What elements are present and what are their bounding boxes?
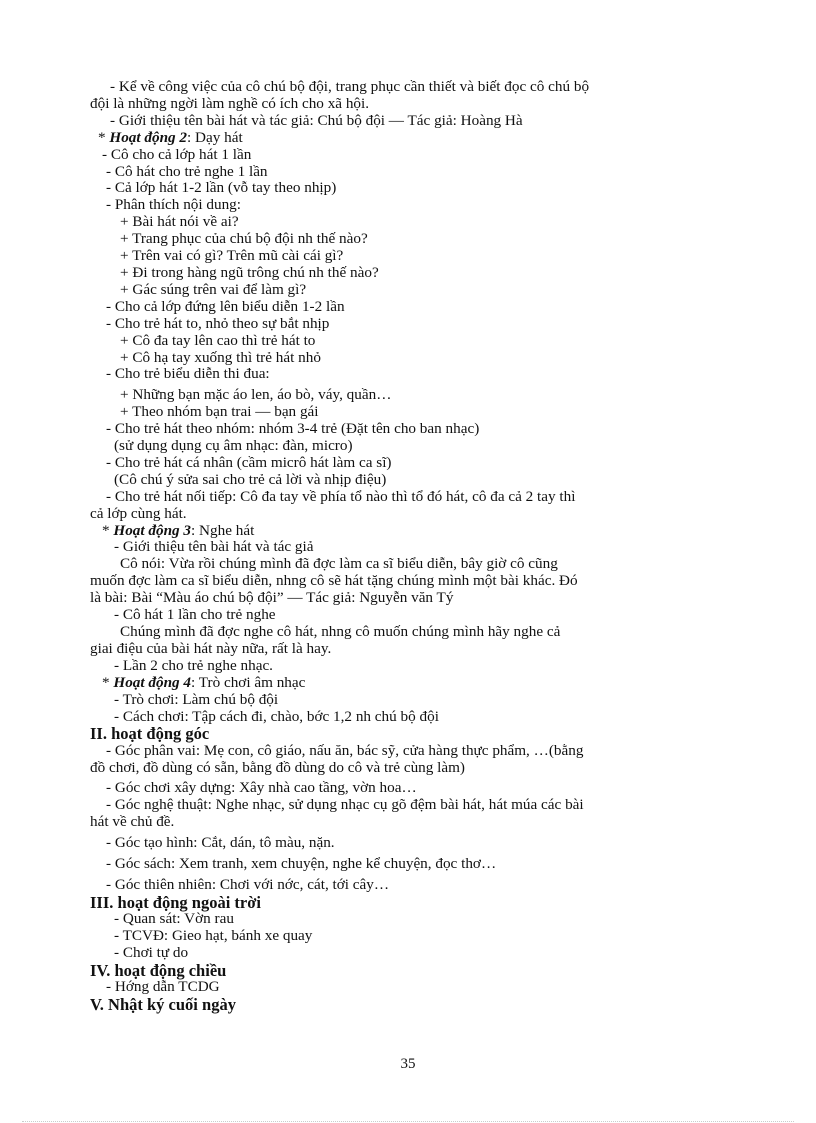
text-line: muốn đợc làm ca sĩ biểu diễn, nhng cô sẽ hát tặng chúng mình một bài khác. Đó bbox=[90, 572, 578, 590]
text-line: - Giới thiệu tên bài hát và tác giả bbox=[114, 538, 314, 556]
text-line: - Phân thích nội dung: bbox=[106, 196, 241, 214]
text-line: giai điệu của bài hát này nữa, rất là hay. bbox=[90, 639, 332, 657]
activity-title: Hoạt động 2 bbox=[109, 128, 188, 146]
footer-divider bbox=[22, 1121, 794, 1122]
text-line: - Kể về công việc của cô chú bộ đội, trang phục cần thiết và biết đọc cô chú bộ bbox=[110, 78, 590, 95]
activity-subtitle: : Dạy hát bbox=[187, 128, 243, 146]
activity-title: Hoạt động 3 bbox=[113, 521, 192, 539]
text-line: - Quan sát: Vờn rau bbox=[114, 910, 234, 928]
text-line: + Gác súng trên vai để làm gì? bbox=[120, 280, 307, 298]
text-line: - Hớng dẫn TCDG bbox=[106, 978, 220, 996]
text-line: là bài: Bài “Màu áo chú bộ đội” — Tác giả: Nguyễn văn Tý bbox=[90, 589, 454, 607]
bullet-star: * bbox=[102, 521, 110, 539]
section-heading: V. Nhật ký cuối ngày bbox=[90, 994, 236, 1014]
activity-title: Hoạt động 4 bbox=[113, 673, 192, 691]
text-line: - Cô hát cho trẻ nghe 1 lần bbox=[106, 162, 268, 180]
text-line: - Lần 2 cho trẻ nghe nhạc. bbox=[114, 656, 273, 674]
text-line: đội là những ngời làm nghề có ích cho xã hội. bbox=[90, 94, 370, 112]
bullet-star: * bbox=[102, 673, 110, 691]
text-line: - Cho trẻ biểu diễn thi đua: bbox=[106, 365, 270, 383]
text-line: - Giới thiệu tên bài hát và tác giả: Chú bộ đội — Tác giả: Hoàng Hà bbox=[110, 111, 523, 129]
text-line: (Cô chú ý sửa sai cho trẻ cả lời và nhịp điệu) bbox=[114, 470, 387, 488]
section-heading: IV. hoạt động chiều bbox=[90, 960, 227, 980]
text-line: (sử dụng dụng cụ âm nhạc: đàn, micro) bbox=[114, 437, 353, 455]
text-line: cả lớp cùng hát. bbox=[90, 504, 187, 522]
text-line: + Những bạn mặc áo len, áo bò, váy, quần… bbox=[120, 386, 392, 404]
text-line: - Cả lớp hát 1-2 lần (vỗ tay theo nhịp) bbox=[106, 179, 337, 197]
text-line: - Chơi tự do bbox=[114, 943, 189, 961]
text-line: - Cho trẻ hát to, nhỏ theo sự bắt nhịp bbox=[106, 314, 330, 332]
activity-subtitle: : Trò chơi âm nhạc bbox=[191, 673, 306, 691]
text-line: - Cho cả lớp đứng lên biểu diễn 1-2 lần bbox=[106, 297, 345, 315]
section-heading: III. hoạt động ngoài trời bbox=[90, 892, 261, 912]
activity-heading bbox=[90, 130, 730, 147]
text-line: - Cách chơi: Tập cách đi, chào, bớc 1,2 nh chú bộ đội bbox=[114, 707, 439, 725]
activity-heading bbox=[90, 523, 730, 540]
text-line: đồ chơi, đồ dùng có sẵn, bằng đồ dùng do cô và trẻ cùng làm) bbox=[90, 758, 465, 776]
text-line: - TCVĐ: Gieo hạt, bánh xe quay bbox=[114, 927, 313, 944]
text-line: + Trên vai có gì? Trên mũ cài cái gì? bbox=[120, 247, 344, 265]
bullet-star: * bbox=[98, 128, 106, 146]
text-line: - Cho trẻ hát cá nhân (cầm micrô hát làm ca sĩ) bbox=[106, 453, 392, 471]
activity-subtitle: : Nghe hát bbox=[191, 521, 255, 539]
text-line: - Cho trẻ hát nối tiếp: Cô đa tay về phía tổ nào thì tổ đó hát, cô đa cả 2 tay thì bbox=[106, 487, 576, 505]
section-heading: II. hoạt động góc bbox=[90, 724, 210, 744]
text-line: - Cho trẻ hát theo nhóm: nhóm 3-4 trẻ (Đặt tên cho ban nhạc) bbox=[106, 420, 480, 438]
text-line: Cô nói: Vừa rồi chúng mình đã đợc làm ca sĩ biểu diễn, bây giờ cô cũng bbox=[120, 555, 558, 573]
text-line: - Góc chơi xây dựng: Xây nhà cao tầng, vờn hoa… bbox=[106, 779, 417, 797]
text-line: hát về chủ đề. bbox=[90, 813, 175, 831]
text-line: - Góc sách: Xem tranh, xem chuyện, nghe kể chuyện, đọc thơ… bbox=[106, 855, 497, 873]
text-line: - Góc thiên nhiên: Chơi với nớc, cát, tới cây… bbox=[106, 875, 390, 893]
text-line: + Trang phục của chú bộ đội nh thế nào? bbox=[120, 230, 368, 248]
text-line: Chúng mình đã đợc nghe cô hát, nhng cô muốn chúng mình hãy nghe cả bbox=[120, 623, 561, 640]
text-line: + Cô đa tay lên cao thì trẻ hát to bbox=[120, 331, 316, 349]
text-line: - Góc tạo hình: Cắt, dán, tô màu, nặn. bbox=[106, 834, 335, 852]
page-content bbox=[90, 79, 730, 1013]
text-line: + Cô hạ tay xuống thì trẻ hát nhỏ bbox=[120, 348, 321, 366]
text-line: - Cô cho cả lớp hát 1 lần bbox=[102, 145, 252, 163]
text-line: - Cô hát 1 lần cho trẻ nghe bbox=[114, 606, 276, 624]
text-line: - Góc phân vai: Mẹ con, cô giáo, nấu ăn, bác sỹ, cửa hàng thực phẩm, …(bằng bbox=[106, 741, 584, 759]
text-line: + Bài hát nói về ai? bbox=[120, 213, 239, 231]
text-line: - Trò chơi: Làm chú bộ đội bbox=[114, 690, 279, 708]
text-line: - Góc nghệ thuật: Nghe nhạc, sử dụng nhạc cụ gõ đệm bài hát, hát múa các bài bbox=[106, 796, 584, 814]
page-number: 35 bbox=[400, 1056, 416, 1072]
text-line: + Đi trong hàng ngũ trông chú nh thế nào? bbox=[120, 263, 379, 281]
text-line: + Theo nhóm bạn trai — bạn gái bbox=[120, 403, 319, 421]
activity-heading bbox=[90, 675, 730, 692]
